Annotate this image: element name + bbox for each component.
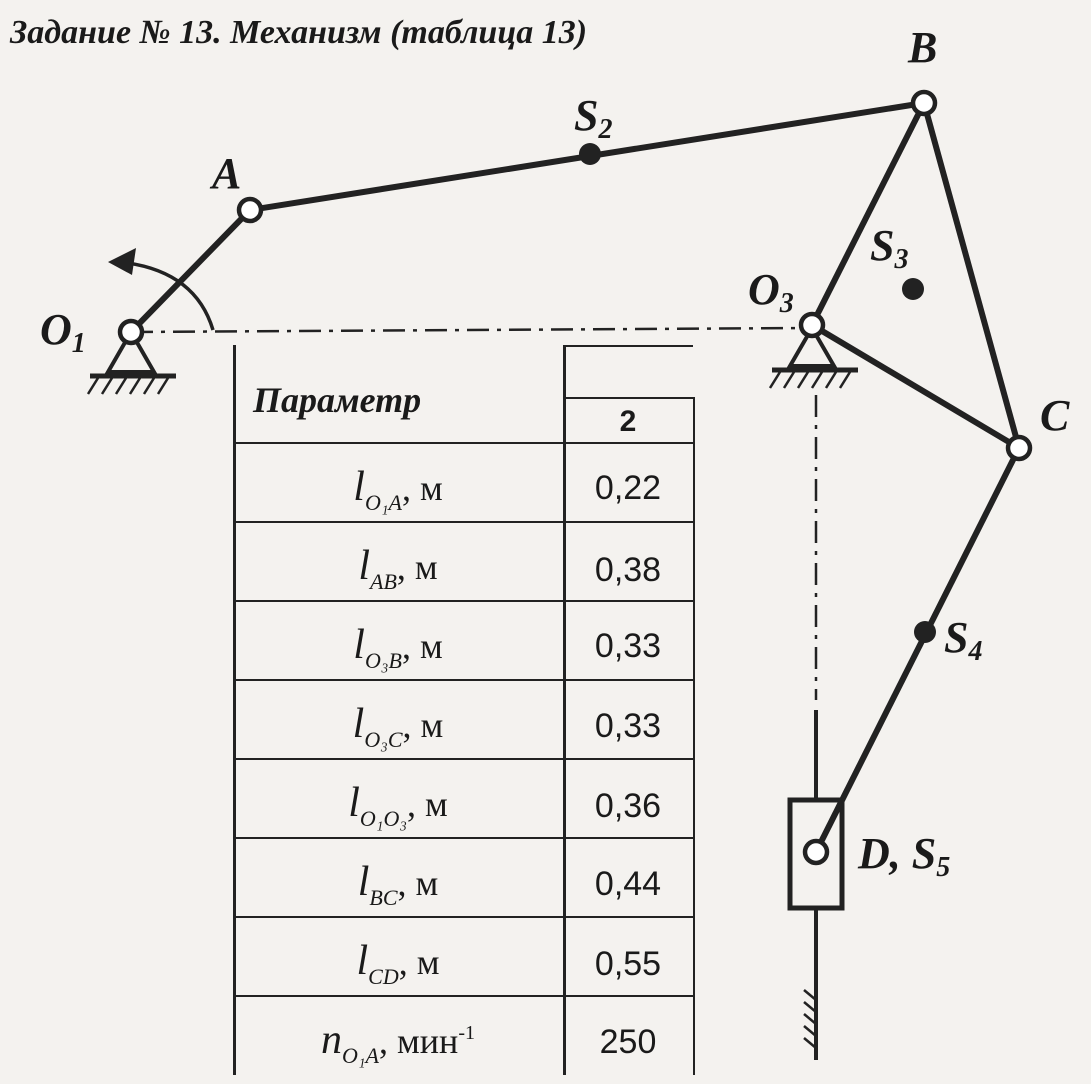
param-cell: $n_{O_1A}$, мин$^{-1}$ xyxy=(321,1017,475,1068)
value-cell: 0,38 xyxy=(594,551,662,589)
mass-center-s2 xyxy=(579,143,601,165)
joint-d xyxy=(805,841,827,863)
value-cell: 250 xyxy=(599,1023,657,1061)
table-border-right xyxy=(693,397,695,1075)
joint-c xyxy=(1008,437,1030,459)
label-b: B xyxy=(908,23,938,72)
joint-o1 xyxy=(120,321,142,343)
joint-b xyxy=(913,92,935,114)
table-subheader-line xyxy=(563,397,695,399)
link-b-c xyxy=(924,103,1019,448)
param-cell: $l_{O_3C}$, м xyxy=(352,701,444,752)
param-cell: $l_{O_3B}$, м xyxy=(353,622,443,673)
axis-line-o1-o3 xyxy=(131,328,812,332)
link-o1-a xyxy=(131,210,250,332)
joint-o3 xyxy=(801,314,823,336)
param-cell: $l_{O_1O_3}$, м xyxy=(348,780,448,831)
label-o1: $O_1$ xyxy=(40,305,86,359)
joint-a xyxy=(239,199,261,221)
value-cell: 0,33 xyxy=(594,627,662,665)
page-title: Задание № 13. Механизм (таблица 13) xyxy=(10,14,588,51)
link-c-d xyxy=(816,448,1019,852)
rotation-arrowhead xyxy=(108,248,136,275)
value-cell: 0,44 xyxy=(594,865,662,903)
param-cell: $l_{CD}$, м xyxy=(356,938,440,989)
table-top-line xyxy=(563,345,693,347)
value-cell: 0,36 xyxy=(594,787,662,825)
value-cell: 0,55 xyxy=(594,945,662,983)
value-cell: 0,22 xyxy=(594,469,662,507)
label-a: A xyxy=(212,149,242,198)
table-header-variant: 2 xyxy=(619,405,637,438)
param-cell: $l_{BC}$, м xyxy=(357,859,439,910)
label-s4: $S_4$ xyxy=(944,613,983,667)
label-s2: $S_2$ xyxy=(574,91,613,145)
label-o3: $O_3$ xyxy=(748,265,794,319)
mass-center-s3 xyxy=(902,278,924,300)
param-cell: $l_{O_1A}$, м xyxy=(353,464,443,515)
table-header-param: Параметр xyxy=(253,380,422,420)
parameter-table xyxy=(233,345,695,1075)
label-d-s5: D, $S_5$ xyxy=(858,829,951,883)
label-s3: $S_3$ xyxy=(870,221,909,275)
param-cell: $l_{AB}$, м xyxy=(358,543,438,594)
mass-center-s4 xyxy=(914,621,936,643)
label-c: C xyxy=(1040,391,1070,440)
value-cell: 0,33 xyxy=(594,707,662,745)
